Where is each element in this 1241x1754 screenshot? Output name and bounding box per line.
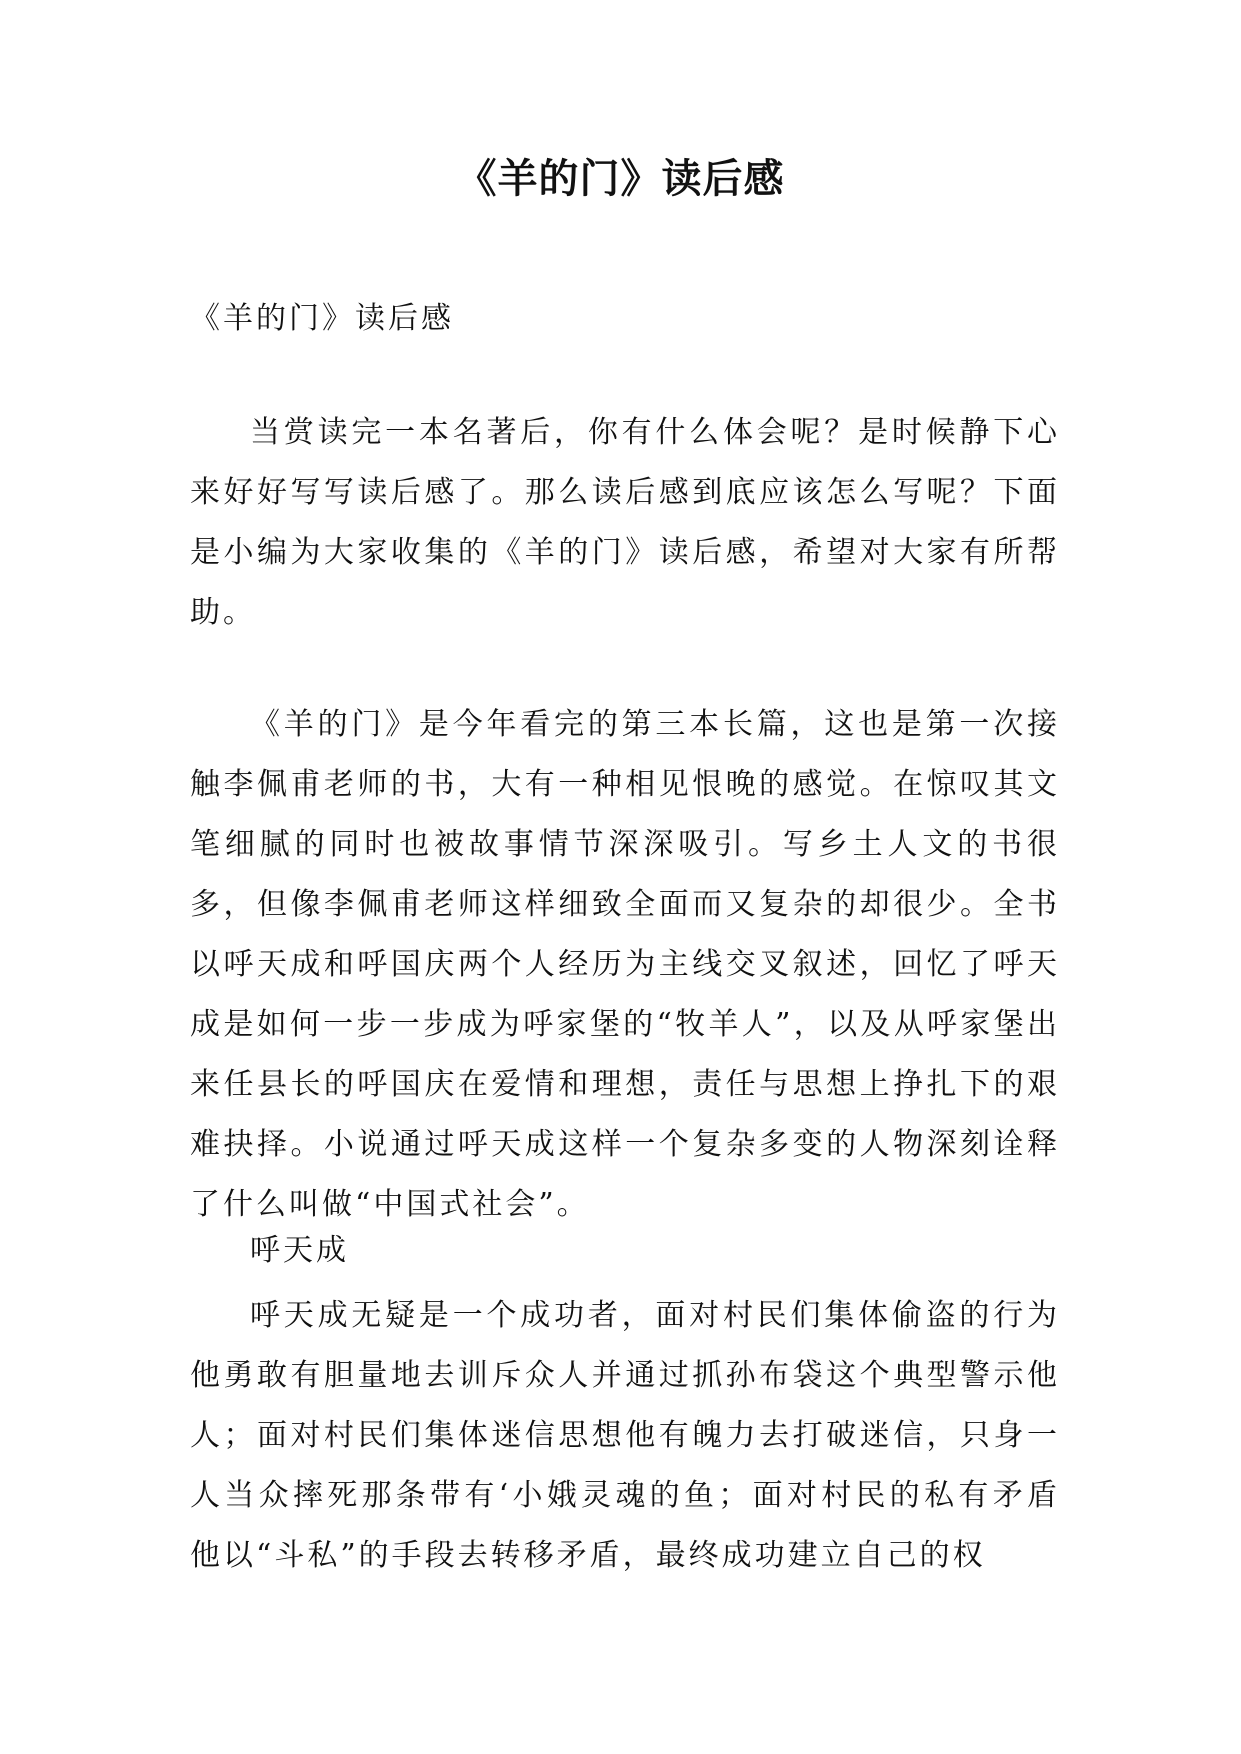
body-paragraph-2: 呼天成无疑是一个成功者，面对村民们集体偷盗的行为他勇敢有胆量地去训斥众人并通过抓孙布袋这个典型警示他人；面对村民们集体迷信思想他有魄力去打破迷信，只身一人当众摔死那条带有‘小娥灵魂的鱼；面对村民的私有矛盾他以“斗私”的手段去转移矛盾，最终成功建立自己的权 — [190, 1298, 1060, 1573]
body-paragraph-1: 《羊的门》是今年看完的第三本长篇，这也是第一次接触李佩甫老师的书，大有一种相见恨晚的感觉。在惊叹其文笔细腻的同时也被故事情节深深吸引。写乡土人文的书很多，但像李佩甫老师这样细致全面而又复杂的却很少。全书以呼天成和呼国庆两个人经历为主线交叉叙述，回忆了呼天成是如何一步一步成为呼家堡的“牧羊人”，以及从呼家堡出来任县长的呼国庆在爱情和理想，责任与思想上挣扎下的艰难抉择。小说通过呼天成这样一个复杂多变的人物深刻诠释了什么叫做“中国式社会”。 — [190, 707, 1060, 1222]
section-heading: 呼天成 — [250, 1233, 349, 1268]
document-title: 《羊的门》读后感 — [456, 156, 785, 202]
document-subtitle: 《羊的门》读后感 — [190, 301, 454, 336]
intro-paragraph: 当赏读完一本名著后，你有什么体会呢？是时候静下心来好好写写读后感了。那么读后感到底应该怎么写呢？下面是小编为大家收集的《羊的门》读后感，希望对大家有所帮助。 — [190, 415, 1060, 630]
